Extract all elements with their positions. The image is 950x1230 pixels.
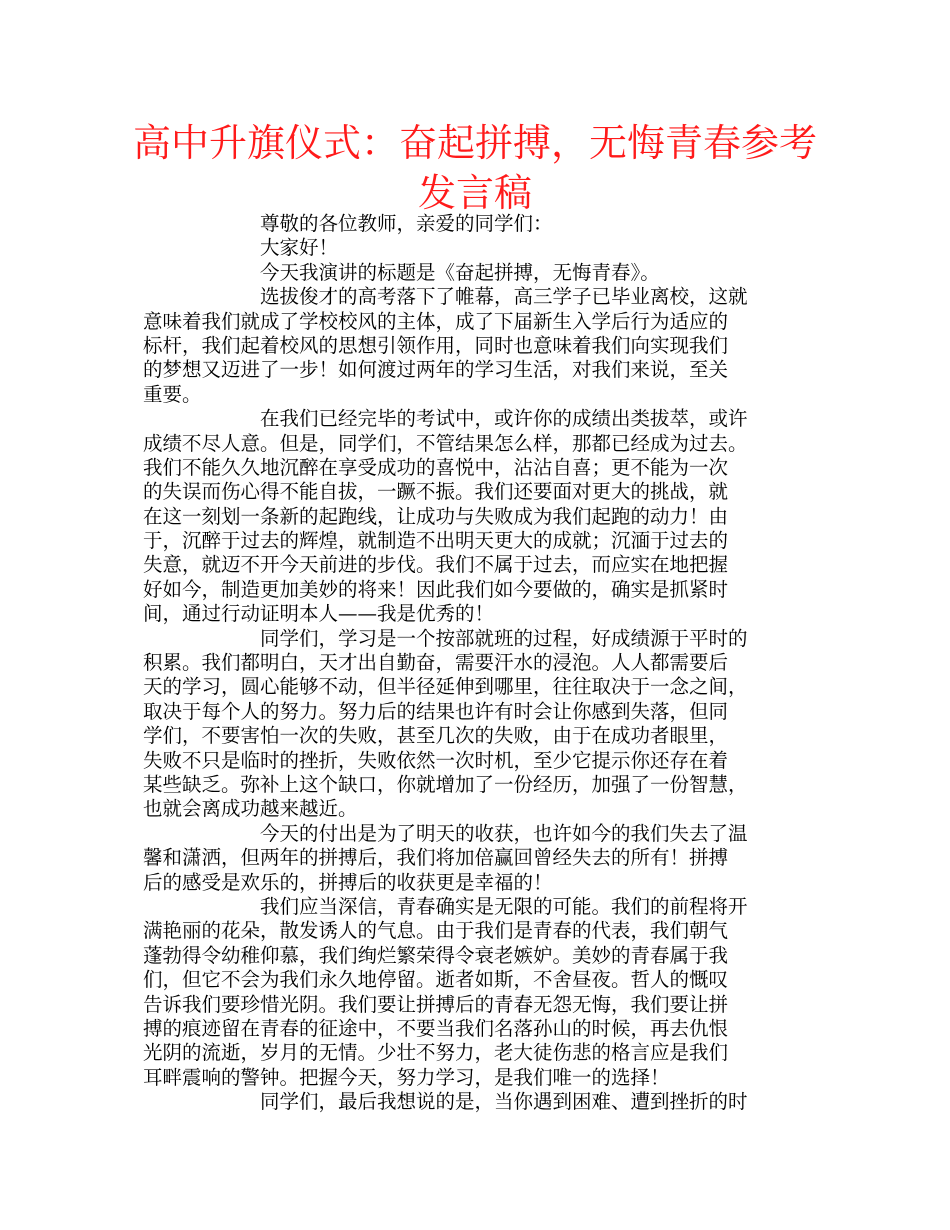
text-line: 在我们已经完毕的考试中，或许你的成绩出类拔萃，或许 bbox=[260, 407, 748, 431]
text-line: 的失误而伤心得不能自拔，一蹶不振。我们还要面对更大的挑战，就 bbox=[143, 480, 729, 504]
document-body bbox=[143, 212, 808, 1114]
title-line-2: 发言稿 bbox=[417, 171, 532, 215]
text-line: 我们应当深信，青春确实是无限的可能。我们的前程将开 bbox=[260, 894, 748, 918]
text-line: 今天的付出是为了明天的收获，也许如今的我们失去了温 bbox=[260, 821, 748, 845]
text-line: 成绩不尽人意。但是，同学们，不管结果怎么样，那都已经成为过去。 bbox=[143, 431, 748, 455]
text-line: 某些缺乏。弥补上这个缺口，你就增加了一份经历，加强了一份智慧， bbox=[143, 772, 748, 796]
salutation: 尊敬的各位教师，亲爱的同学们： bbox=[260, 212, 553, 235]
text-line: 同学们，最后我想说的是，当你遇到困难、遭到挫折的时 bbox=[260, 1090, 748, 1114]
text-line: 选拔俊才的高考落下了帷幕，高三学子已毕业离校，这就 bbox=[260, 285, 748, 309]
text-line: 告诉我们要珍惜光阴。我们要让拼搏后的青春无怨无悔，我们要让拼 bbox=[143, 992, 729, 1016]
text-line: 搏的痕迹留在青春的征途中，不要当我们名落孙山的时候，再去仇恨 bbox=[143, 1016, 729, 1040]
greeting: 大家好！ bbox=[260, 236, 339, 260]
text-line: 标杆，我们起着校风的思想引领作用，同时也意味着我们向实现我们 bbox=[143, 333, 729, 357]
text-line: 重要。 bbox=[143, 382, 202, 406]
text-line: 天的学习，圆心能够不动，但半径延伸到哪里，往往取决于一念之间， bbox=[143, 675, 748, 699]
text-line: 间，通过行动证明本人——我是优秀的！ bbox=[143, 602, 495, 626]
text-line: 积累。我们都明白，天才出自勤奋，需要汗水的浸泡。人人都需要后 bbox=[143, 651, 729, 675]
text-line: 于，沉醉于过去的辉煌，就制造不出明天更大的成就；沉湎于过去的 bbox=[143, 529, 729, 553]
text-line: 的梦想又迈进了一步！如何渡过两年的学习生活，对我们来说，至关 bbox=[143, 358, 729, 382]
text-line: 取决于每个人的努力。努力后的结果也许有时会让你感到失落，但同 bbox=[143, 699, 729, 723]
document-title bbox=[100, 118, 850, 218]
text-line: 同学们，学习是一个按部就班的过程，好成绩源于平时的 bbox=[260, 626, 748, 650]
title-line-1: 高中升旗仪式：奋起拼搏，无悔青春参考 bbox=[132, 121, 817, 165]
text-line: 后的感受是欢乐的，拼搏后的收获更是幸福的！ bbox=[143, 870, 553, 894]
text-line: 耳畔震响的警钟。把握今天，努力学习，是我们唯一的选择！ bbox=[143, 1065, 670, 1089]
text-line: 我们不能久久地沉醉在享受成功的喜悦中，沾沾自喜；更不能为一次 bbox=[143, 455, 729, 479]
text-line: 好如今，制造更加美妙的将来！因此我们如今要做的，确实是抓紧时 bbox=[143, 577, 729, 601]
text-line: 失败不只是临时的挫折，失败依然一次时机，至少它提示你还存在着 bbox=[143, 748, 729, 772]
text-line: 蓬勃得令幼稚仰慕，我们绚烂繁荣得令衰老嫉妒。美妙的青春属于我 bbox=[143, 943, 729, 967]
text-line: 光阴的流逝，岁月的无情。少壮不努力，老大徒伤悲的格言应是我们 bbox=[143, 1041, 729, 1065]
text-line: 也就会离成功越来越近。 bbox=[143, 797, 358, 821]
text-line: 满艳丽的花朵，散发诱人的气息。由于我们是青春的代表，我们朝气 bbox=[143, 919, 729, 943]
text-line: 在这一刻划一条新的起跑线，让成功与失败成为我们起跑的动力！由 bbox=[143, 504, 729, 528]
text-line: 学们，不要害怕一次的失败，甚至几次的失败，由于在成功者眼里， bbox=[143, 724, 729, 748]
text-line: 们，但它不会为我们永久地停留。逝者如斯，不舍昼夜。哲人的慨叹 bbox=[143, 968, 729, 992]
text-line: 意味着我们就成了学校校风的主体，成了下届新生入学后行为适应的 bbox=[143, 309, 729, 333]
text-line: 馨和潇洒，但两年的拼搏后，我们将加倍赢回曾经失去的所有！拼搏 bbox=[143, 846, 729, 870]
text-line: 今天我演讲的标题是《奋起拼搏，无悔青春》。 bbox=[260, 260, 660, 284]
text-line: 失意，就迈不开今天前进的步伐。我们不属于过去，而应实在地把握 bbox=[143, 553, 729, 577]
